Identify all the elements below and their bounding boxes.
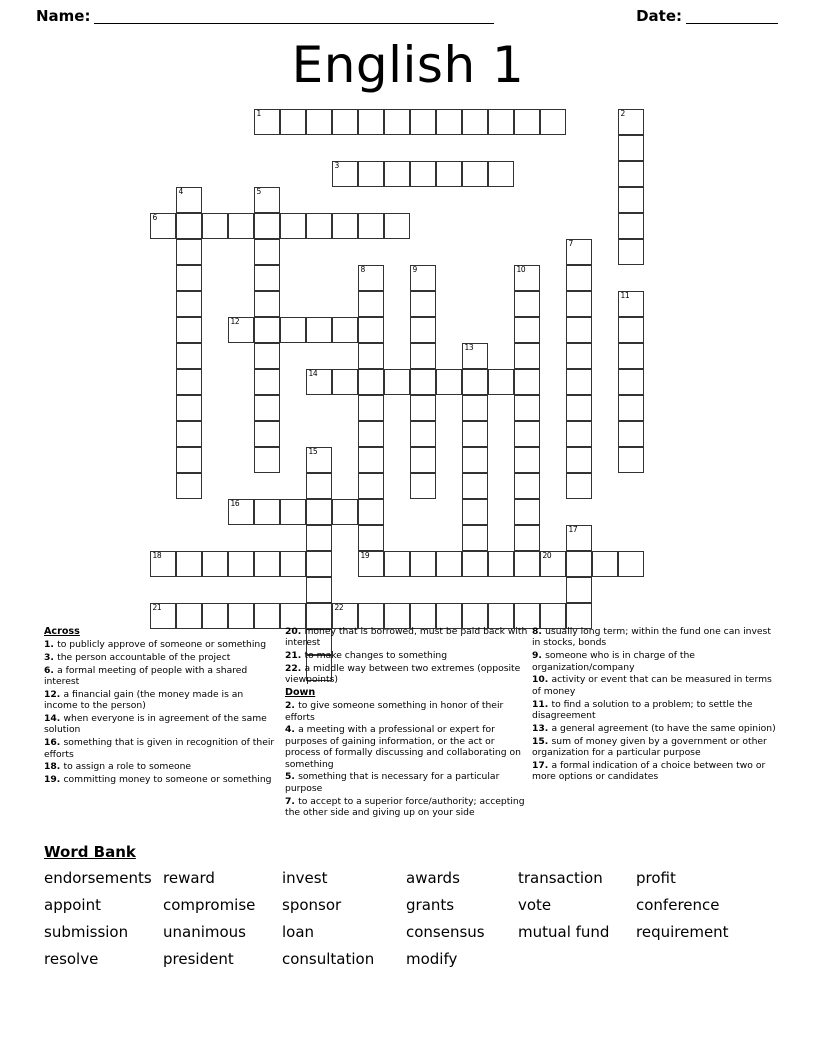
grid-cell[interactable] xyxy=(566,473,592,499)
grid-cell[interactable] xyxy=(150,213,176,239)
grid-cell[interactable] xyxy=(436,109,462,135)
clue-item xyxy=(285,650,530,661)
clue-text: someone who is in charge of the organization/company xyxy=(532,650,695,673)
grid-cell[interactable] xyxy=(618,421,644,447)
grid-cell[interactable] xyxy=(410,551,436,577)
grid-cell[interactable] xyxy=(462,525,488,551)
grid-cell-number: 20 xyxy=(542,551,552,560)
clue-text: when everyone is in agreement of the same solution xyxy=(44,713,267,736)
clue-number: 22. xyxy=(285,663,305,674)
grid-cell[interactable] xyxy=(358,265,384,291)
grid-cell[interactable] xyxy=(566,265,592,291)
clue-number: 18. xyxy=(44,761,64,773)
grid-cell[interactable] xyxy=(514,265,540,291)
clue-text: a financial gain (the money made is an income to the person) xyxy=(44,688,244,712)
clue-text: to publicly approve of someone or something xyxy=(57,639,267,650)
grid-cell-number: 15 xyxy=(308,447,318,456)
clue-text: a formal meeting of people with a shared interest xyxy=(44,664,248,687)
clues-section xyxy=(44,626,784,831)
clue-number: 2. xyxy=(285,700,299,712)
clue-item xyxy=(285,626,530,649)
grid-cell[interactable] xyxy=(358,473,384,499)
grid-cell[interactable] xyxy=(540,551,566,577)
grid-cell-number: 22 xyxy=(334,603,344,612)
grid-cell-number: 5 xyxy=(256,187,261,196)
word-bank-word: awards xyxy=(406,869,460,887)
grid-cell[interactable] xyxy=(228,213,254,239)
clue-number: 16. xyxy=(44,737,64,749)
grid-cell[interactable] xyxy=(254,213,280,239)
grid-cell[interactable] xyxy=(306,109,332,135)
grid-cell[interactable] xyxy=(358,369,384,395)
clue-item xyxy=(532,736,780,759)
grid-cell-number: 21 xyxy=(152,603,162,612)
word-bank-word: modify xyxy=(406,950,458,968)
word-bank-section xyxy=(44,843,784,970)
word-bank-list xyxy=(44,867,784,970)
grid-cell-number: 12 xyxy=(230,317,240,326)
grid-cell[interactable] xyxy=(358,447,384,473)
grid-cell[interactable] xyxy=(436,551,462,577)
grid-cell[interactable] xyxy=(514,317,540,343)
grid-cell[interactable] xyxy=(514,447,540,473)
clue-text: to make changes to something xyxy=(304,650,448,662)
grid-cell[interactable] xyxy=(254,395,280,421)
grid-cell[interactable] xyxy=(176,239,202,265)
grid-cell[interactable] xyxy=(410,447,436,473)
grid-cell[interactable] xyxy=(358,109,384,135)
clue-number: 12. xyxy=(44,688,64,700)
grid-cell-number: 9 xyxy=(412,265,417,274)
grid-cell[interactable] xyxy=(254,317,280,343)
word-bank-word: resolve xyxy=(44,950,99,968)
clue-item xyxy=(532,723,780,734)
grid-cell[interactable] xyxy=(332,109,358,135)
clue-item xyxy=(44,761,276,772)
clue-text: to give someone something in honor of their efforts xyxy=(285,700,504,723)
clue-text: to assign a role to someone xyxy=(63,761,192,773)
clue-item xyxy=(44,639,276,650)
clue-number: 10. xyxy=(532,674,552,686)
clue-number: 14. xyxy=(44,713,64,724)
grid-cell[interactable] xyxy=(358,291,384,317)
word-bank-word: appoint xyxy=(44,896,101,914)
grid-cell[interactable] xyxy=(306,369,332,395)
grid-cell-number: 14 xyxy=(308,369,318,378)
clue-text: activity or event that can be measured in terms of money xyxy=(532,674,772,697)
grid-cell[interactable] xyxy=(254,369,280,395)
clue-item xyxy=(532,626,780,649)
grid-cell[interactable] xyxy=(176,265,202,291)
word-bank-word: loan xyxy=(282,923,315,941)
word-bank-word: conference xyxy=(636,896,720,914)
clue-number: 20. xyxy=(285,626,305,637)
page-title: English 1 xyxy=(291,36,525,94)
grid-cell[interactable] xyxy=(176,369,202,395)
grid-cell[interactable] xyxy=(254,421,280,447)
down-heading: Down xyxy=(285,687,316,699)
clue-number: 5. xyxy=(285,771,299,783)
grid-cell[interactable] xyxy=(358,213,384,239)
grid-cell[interactable] xyxy=(566,421,592,447)
name-label: Name: xyxy=(36,7,91,25)
grid-cell[interactable] xyxy=(280,499,306,525)
grid-cell[interactable] xyxy=(332,499,358,525)
clue-number: 1. xyxy=(44,639,58,650)
clue-number: 9. xyxy=(532,650,546,662)
word-bank-word: invest xyxy=(282,869,328,887)
grid-cell[interactable] xyxy=(176,395,202,421)
grid-cell[interactable] xyxy=(462,421,488,447)
clue-text: to accept to a superior force/authority; accepting the other side and giving up on your side xyxy=(285,795,525,819)
grid-cell[interactable] xyxy=(436,161,462,187)
grid-cell-number: 11 xyxy=(620,291,630,300)
grid-cell[interactable] xyxy=(254,343,280,369)
clue-item xyxy=(532,699,780,722)
word-bank-word: president xyxy=(163,950,234,968)
grid-cell[interactable] xyxy=(410,291,436,317)
grid-cell[interactable] xyxy=(488,551,514,577)
grid-cell-number: 4 xyxy=(178,187,183,196)
word-bank-word: mutual fund xyxy=(518,923,610,941)
grid-cell[interactable] xyxy=(202,551,228,577)
word-bank-word: sponsor xyxy=(282,896,342,914)
grid-cell-number: 16 xyxy=(230,499,240,508)
grid-cell[interactable] xyxy=(410,473,436,499)
grid-cell-number: 6 xyxy=(152,213,157,222)
clues-column-3 xyxy=(532,626,780,784)
grid-cell[interactable] xyxy=(228,499,254,525)
grid-cell[interactable] xyxy=(462,369,488,395)
grid-cell[interactable] xyxy=(410,265,436,291)
clue-number: 15. xyxy=(532,735,552,747)
word-bank-word: reward xyxy=(163,869,215,887)
clue-number: 11. xyxy=(532,698,552,710)
grid-cell[interactable] xyxy=(618,187,644,213)
word-bank-word: compromise xyxy=(163,896,256,914)
grid-cell[interactable] xyxy=(488,109,514,135)
grid-cell[interactable] xyxy=(410,421,436,447)
grid-cell[interactable] xyxy=(150,551,176,577)
clue-text: a general agreement (to have the same opinion) xyxy=(551,722,776,734)
grid-cell[interactable] xyxy=(462,473,488,499)
grid-cell[interactable] xyxy=(176,473,202,499)
grid-cell[interactable] xyxy=(410,317,436,343)
grid-cell[interactable] xyxy=(410,369,436,395)
grid-cell-number: 10 xyxy=(516,265,526,274)
clue-item xyxy=(285,796,530,819)
grid-cell[interactable] xyxy=(410,343,436,369)
grid-cell[interactable] xyxy=(254,265,280,291)
clue-text: money that is borrowed, must be paid back with interest xyxy=(285,626,528,649)
clue-item xyxy=(44,713,276,736)
clue-item xyxy=(285,700,530,723)
grid-cell[interactable] xyxy=(280,317,306,343)
grid-cell[interactable] xyxy=(384,551,410,577)
clue-text: usually long term; within the fund one can invest in stocks, bonds xyxy=(532,626,771,649)
clue-item xyxy=(44,652,276,663)
clues-column-1 xyxy=(44,626,276,787)
clue-number: 13. xyxy=(532,722,552,734)
grid-cell[interactable] xyxy=(384,213,410,239)
grid-cell[interactable] xyxy=(618,447,644,473)
grid-cell[interactable] xyxy=(566,577,592,603)
clue-item xyxy=(44,737,276,760)
grid-cell[interactable] xyxy=(254,447,280,473)
across-heading: Across xyxy=(44,626,80,637)
grid-cell[interactable] xyxy=(280,109,306,135)
clue-text: a formal indication of a choice between two or more options or candidates xyxy=(532,759,766,783)
word-bank-word: profit xyxy=(636,869,676,887)
clue-item xyxy=(285,724,530,770)
clue-number: 19. xyxy=(44,774,64,786)
word-bank-word: transaction xyxy=(518,869,603,887)
grid-cell[interactable] xyxy=(514,499,540,525)
clue-text: a middle way between two extremes (opposite viewpoints) xyxy=(285,663,521,686)
grid-cell[interactable] xyxy=(514,395,540,421)
clue-text: something that is necessary for a particular purpose xyxy=(285,771,500,794)
grid-cell[interactable] xyxy=(176,421,202,447)
clue-text: committing money to someone or something xyxy=(63,774,272,786)
grid-cell[interactable] xyxy=(618,369,644,395)
grid-cell[interactable] xyxy=(176,291,202,317)
grid-cell-number: 3 xyxy=(334,161,339,170)
grid-cell[interactable] xyxy=(358,317,384,343)
grid-cell[interactable] xyxy=(462,551,488,577)
grid-cell[interactable] xyxy=(358,395,384,421)
grid-cell-number: 13 xyxy=(464,343,474,352)
clue-number: 17. xyxy=(532,759,552,771)
grid-cell[interactable] xyxy=(462,161,488,187)
grid-cell[interactable] xyxy=(462,499,488,525)
grid-cell[interactable] xyxy=(514,473,540,499)
grid-cell[interactable] xyxy=(618,161,644,187)
grid-cell[interactable] xyxy=(566,395,592,421)
grid-cell[interactable] xyxy=(566,525,592,551)
grid-cell[interactable] xyxy=(176,551,202,577)
grid-cell[interactable] xyxy=(384,369,410,395)
grid-cell[interactable] xyxy=(332,213,358,239)
grid-cell[interactable] xyxy=(306,525,332,551)
clue-number: 4. xyxy=(285,724,299,736)
grid-cell[interactable] xyxy=(358,161,384,187)
word-bank-word: grants xyxy=(406,896,455,914)
clue-text: a meeting with a professional or expert for purposes of gaining information, or the act or process of formally discussing and collaborating on something xyxy=(285,724,521,770)
clue-text: the person accountable of the project xyxy=(57,651,231,663)
grid-cell[interactable] xyxy=(332,161,358,187)
clue-item xyxy=(532,674,780,697)
grid-cell[interactable] xyxy=(254,239,280,265)
grid-cell[interactable] xyxy=(280,551,306,577)
grid-cell[interactable] xyxy=(306,577,332,603)
grid-cell[interactable] xyxy=(540,109,566,135)
word-bank-word: vote xyxy=(518,896,552,914)
date-label: Date: xyxy=(636,7,682,25)
grid-cell[interactable] xyxy=(358,343,384,369)
grid-cell[interactable] xyxy=(176,213,202,239)
word-bank-word: submission xyxy=(44,923,129,941)
grid-cell[interactable] xyxy=(566,447,592,473)
grid-cell[interactable] xyxy=(462,343,488,369)
grid-cell[interactable] xyxy=(254,551,280,577)
clue-text: something that is given in recognition of their efforts xyxy=(44,737,275,760)
grid-cell[interactable] xyxy=(384,109,410,135)
clue-number: 3. xyxy=(44,651,58,663)
grid-cell[interactable] xyxy=(332,369,358,395)
grid-cell-number: 2 xyxy=(620,109,625,118)
grid-cell[interactable] xyxy=(306,551,332,577)
grid-cell[interactable] xyxy=(514,525,540,551)
grid-cell[interactable] xyxy=(176,343,202,369)
clue-item xyxy=(44,665,276,688)
grid-cell[interactable] xyxy=(462,109,488,135)
grid-cell[interactable] xyxy=(358,421,384,447)
grid-cell[interactable] xyxy=(410,109,436,135)
clue-number: 6. xyxy=(44,664,58,676)
grid-cell-number: 1 xyxy=(256,109,261,118)
clue-item xyxy=(532,650,780,673)
clue-number: 21. xyxy=(285,650,305,662)
word-bank-word: endorsements xyxy=(44,869,152,887)
grid-cell[interactable] xyxy=(566,343,592,369)
grid-cell[interactable] xyxy=(618,395,644,421)
grid-cell[interactable] xyxy=(254,499,280,525)
word-bank-word: consultation xyxy=(282,950,375,968)
grid-cell[interactable] xyxy=(306,447,332,473)
grid-cell[interactable] xyxy=(514,291,540,317)
grid-cell[interactable] xyxy=(410,395,436,421)
grid-cell[interactable] xyxy=(514,551,540,577)
grid-cell[interactable] xyxy=(254,187,280,213)
grid-cell[interactable] xyxy=(618,343,644,369)
grid-cell[interactable] xyxy=(254,291,280,317)
word-bank-word: consensus xyxy=(406,923,485,941)
grid-cell[interactable] xyxy=(410,161,436,187)
clue-text: sum of money given by a government or other organization for a particular purpose xyxy=(532,735,767,759)
grid-cell[interactable] xyxy=(228,317,254,343)
grid-cell[interactable] xyxy=(566,317,592,343)
grid-cell[interactable] xyxy=(280,213,306,239)
grid-cell[interactable] xyxy=(566,369,592,395)
word-bank-title: Word Bank xyxy=(44,843,136,861)
grid-cell[interactable] xyxy=(618,135,644,161)
grid-cell[interactable] xyxy=(358,551,384,577)
clue-number: 8. xyxy=(532,626,546,637)
clue-item xyxy=(285,771,530,794)
clue-text: to find a solution to a problem; to settle the disagreement xyxy=(532,698,753,722)
clue-item xyxy=(44,774,276,785)
word-bank-word: unanimous xyxy=(163,923,246,941)
grid-cell-number: 17 xyxy=(568,525,578,534)
grid-cell[interactable] xyxy=(566,551,592,577)
clue-item xyxy=(532,760,780,783)
grid-cell[interactable] xyxy=(306,499,332,525)
clue-item xyxy=(44,689,276,712)
grid-cell[interactable] xyxy=(384,161,410,187)
grid-cell[interactable] xyxy=(358,525,384,551)
grid-cell[interactable] xyxy=(618,291,644,317)
grid-cell[interactable] xyxy=(358,499,384,525)
grid-cell-number: 19 xyxy=(360,551,370,560)
grid-cell-number: 18 xyxy=(152,551,162,560)
grid-cell[interactable] xyxy=(202,213,228,239)
grid-cell[interactable] xyxy=(618,551,644,577)
grid-cell-number: 8 xyxy=(360,265,365,274)
grid-cell[interactable] xyxy=(176,317,202,343)
grid-cell[interactable] xyxy=(618,239,644,265)
word-bank-word: requirement xyxy=(636,923,729,941)
grid-cell[interactable] xyxy=(592,551,618,577)
grid-cell[interactable] xyxy=(618,317,644,343)
grid-cell[interactable] xyxy=(254,109,280,135)
grid-cell[interactable] xyxy=(488,369,514,395)
grid-cell[interactable] xyxy=(306,473,332,499)
clue-item xyxy=(285,663,530,686)
grid-cell[interactable] xyxy=(436,369,462,395)
clue-number: 7. xyxy=(285,795,299,807)
grid-cell[interactable] xyxy=(566,291,592,317)
grid-cell[interactable] xyxy=(514,343,540,369)
grid-cell[interactable] xyxy=(176,187,202,213)
grid-cell-number: 7 xyxy=(568,239,573,248)
grid-cell[interactable] xyxy=(488,161,514,187)
grid-cell[interactable] xyxy=(462,395,488,421)
grid-cell[interactable] xyxy=(618,109,644,135)
grid-cell[interactable] xyxy=(514,369,540,395)
grid-cell[interactable] xyxy=(176,447,202,473)
grid-cell[interactable] xyxy=(514,109,540,135)
grid-cell[interactable] xyxy=(306,317,332,343)
clues-column-2 xyxy=(285,626,530,820)
grid-cell[interactable] xyxy=(306,213,332,239)
grid-cell[interactable] xyxy=(228,551,254,577)
grid-cell[interactable] xyxy=(618,213,644,239)
grid-cell[interactable] xyxy=(566,239,592,265)
grid-cell[interactable] xyxy=(462,447,488,473)
grid-cell[interactable] xyxy=(332,317,358,343)
grid-cell[interactable] xyxy=(514,421,540,447)
